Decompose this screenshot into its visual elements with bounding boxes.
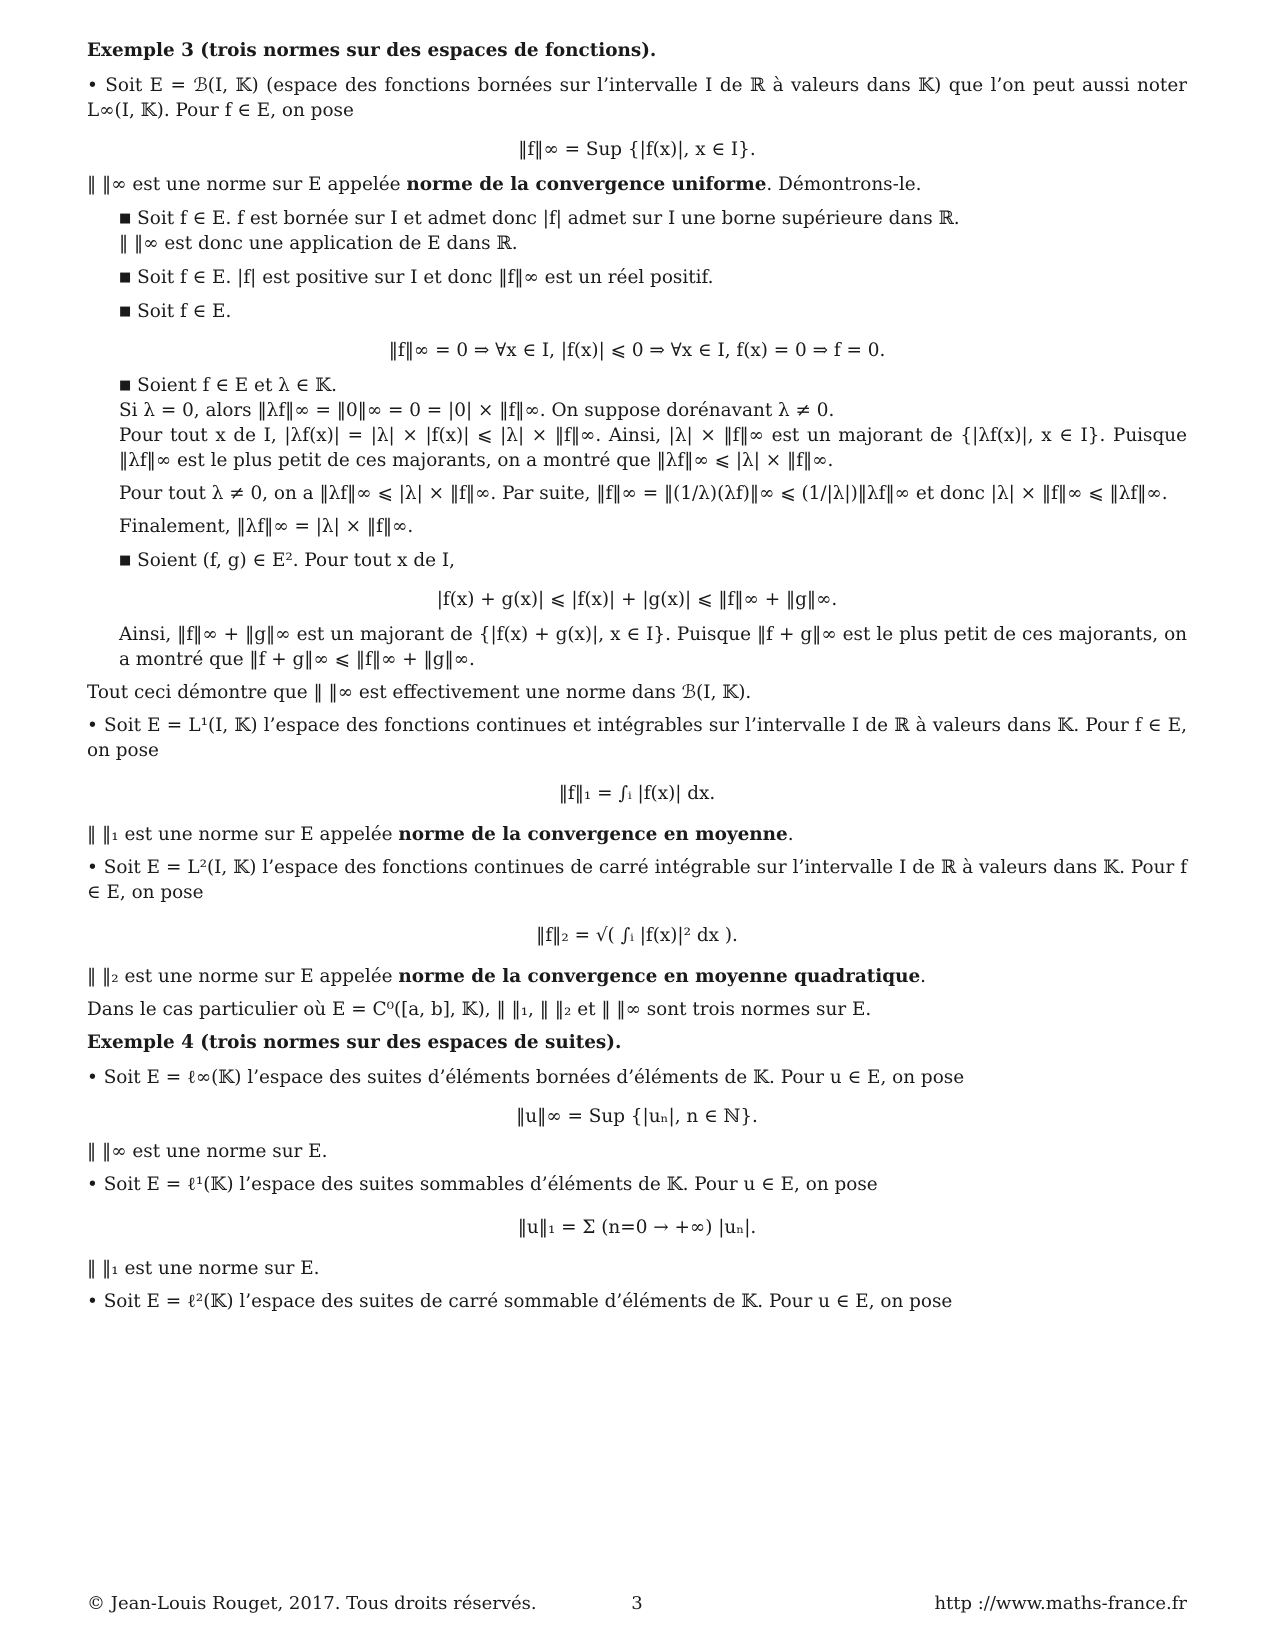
square-bullet-icon: ■ [119, 378, 132, 393]
example-3-title: Exemple 3 (trois normes sur des espaces de fonctions). [87, 40, 657, 61]
proof-point-5-conclusion: Ainsi, ‖f‖∞ + ‖g‖∞ est un majorant de {|f(x) + g(x)|, x ∈ I}. Puisque ‖f + g‖∞ est le plus petit de ces majorants, on a montré que ‖f + g‖∞ ⩽ ‖f‖∞ + ‖g‖∞. [119, 624, 1187, 670]
seq-1-norm-statement: ‖ ‖₁ est une norme sur E. [87, 1258, 320, 1279]
proof-point-3: ■ Soit f ∈ E. [119, 301, 232, 322]
seq-inf-definition: ‖u‖∞ = Sup {|uₙ|, n ∈ ℕ}. [516, 1106, 758, 1127]
document-body [87, 38, 1187, 1314]
norm-name-mean: norme de la convergence en moyenne [398, 824, 788, 845]
l2-intro: • Soit E = L²(I, 𝕂) l’espace des fonctions continues de carré intégrable sur l’intervalle I de ℝ à valeurs dans 𝕂. Pour f ∈ E, on pose [87, 857, 1187, 903]
square-bullet-icon: ■ [119, 553, 132, 568]
example-4-title: Exemple 4 (trois normes sur des espaces de suites). [87, 1032, 622, 1053]
square-bullet-icon: ■ [119, 211, 132, 226]
linf-intro: • Soit E = ℬ(I, 𝕂) (espace des fonctions bornées sur l’intervalle I de ℝ à valeurs dans 𝕂) que l’on peut aussi noter L∞(I, 𝕂). Pour f ∈ E, on pose [87, 75, 1187, 121]
triangle-inequality-display: |f(x) + g(x)| ⩽ |f(x)| + |g(x)| ⩽ ‖f‖∞ + ‖g‖∞. [436, 589, 838, 610]
l2-definition: ‖f‖₂ = √( ∫ᵢ |f(x)|² dx ). [536, 925, 738, 946]
norm-name-quadratic: norme de la convergence en moyenne quadratique [398, 966, 921, 987]
proof-point-5: ■ Soient (f, g) ∈ E². Pour tout x de I, [119, 550, 455, 571]
l1-norm-statement: ‖ ‖₁ est une norme sur E appelée norme de la convergence en moyenne. [87, 824, 794, 845]
proof-point-4: ■ Soient f ∈ E et λ ∈ 𝕂. Si λ = 0, alors ‖λf‖∞ = ‖0‖∞ = 0 = |0| × ‖f‖∞. On suppose dorénavant λ ≠ 0. Pour tout x de I, |λf(x)| = |λ| × |f(x)| ⩽ |λ| × ‖f‖∞. Ainsi, |λ| × ‖f‖∞ est un majorant de {|λf(x)|, x ∈ I}. Puisque ‖λf‖∞ est le plus petit de ces majorants, on a montré que ‖λf‖∞ ⩽ |λ| × ‖f‖∞. Pour tout λ ≠ 0, on a ‖λf‖∞ ⩽ |λ| × ‖f‖∞. Par suite, ‖f‖∞ = ‖(1/λ)(λf)‖∞ ⩽ (1/|λ|)‖λf‖∞ et donc |λ| × ‖f‖∞ ⩽ ‖λf‖∞. Finalement, ‖λf‖∞ = |λ| × ‖f‖∞. [119, 375, 1187, 537]
linf-definition: ‖f‖∞ = Sup {|f(x)|, x ∈ I}. [518, 139, 756, 160]
copyright-notice: © Jean-Louis Rouget, 2017. Tous droits réservés. [87, 1593, 537, 1614]
separation-display: ‖f‖∞ = 0 ⇒ ∀x ∈ I, |f(x)| ⩽ 0 ⇒ ∀x ∈ I, f(x) = 0 ⇒ f = 0. [388, 340, 886, 361]
proof-point-2: ■ Soit f ∈ E. |f| est positive sur I et donc ‖f‖∞ est un réel positif. [119, 267, 714, 288]
l2-norm-statement: ‖ ‖₂ est une norme sur E appelée norme de la convergence en moyenne quadratique. [87, 966, 927, 987]
seq-2-intro: • Soit E = ℓ²(𝕂) l’espace des suites de carré sommable d’éléments de 𝕂. Pour u ∈ E, on pose [87, 1291, 953, 1312]
linf-norm-statement: ‖ ‖∞ est une norme sur E appelée norme de la convergence uniforme. Démontrons-le. [87, 174, 922, 195]
website-link[interactable]: http ://www.maths-france.fr [934, 1593, 1187, 1614]
l1-intro: • Soit E = L¹(I, 𝕂) l’espace des fonctions continues et intégrables sur l’intervalle I de ℝ à valeurs dans 𝕂. Pour f ∈ E, on pose [87, 715, 1187, 761]
c0-remark: Dans le cas particulier où E = C⁰([a, b], 𝕂), ‖ ‖₁, ‖ ‖₂ et ‖ ‖∞ sont trois normes sur E. [87, 999, 872, 1020]
l1-definition: ‖f‖₁ = ∫ᵢ |f(x)| dx. [558, 783, 716, 804]
square-bullet-icon: ■ [119, 270, 132, 285]
page-number: 3 [631, 1593, 643, 1614]
seq-1-intro: • Soit E = ℓ¹(𝕂) l’espace des suites sommables d’éléments de 𝕂. Pour u ∈ E, on pose [87, 1174, 878, 1195]
seq-1-definition: ‖u‖₁ = Σ (n=0 → +∞) |uₙ|. [517, 1217, 757, 1238]
square-bullet-icon: ■ [119, 304, 132, 319]
linf-conclusion: Tout ceci démontre que ‖ ‖∞ est effectivement une norme dans ℬ(I, 𝕂). [87, 682, 752, 703]
seq-inf-norm-statement: ‖ ‖∞ est une norme sur E. [87, 1141, 328, 1162]
proof-point-1: ■ Soit f ∈ E. f est bornée sur I et admet donc |f| admet sur I une borne supérieure dans ℝ. ‖ ‖∞ est donc une application de E dans ℝ. [119, 208, 960, 254]
seq-inf-intro: • Soit E = ℓ∞(𝕂) l’espace des suites d’éléments bornées d’éléments de 𝕂. Pour u ∈ E, on pose [87, 1067, 965, 1088]
norm-name-uniform: norme de la convergence uniforme [406, 174, 767, 195]
